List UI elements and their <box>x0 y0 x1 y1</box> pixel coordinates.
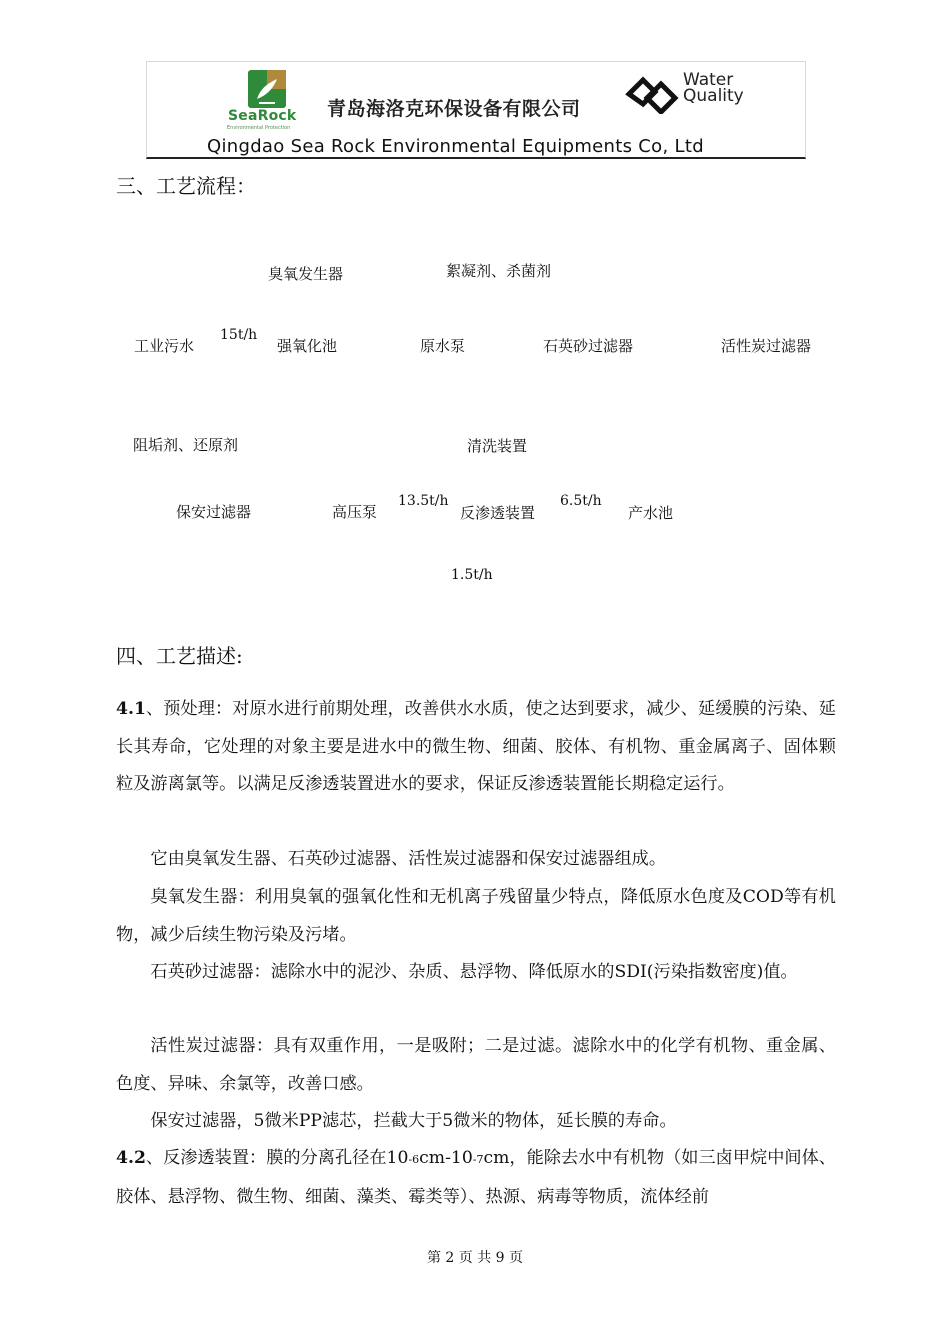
flow-rate-15: 15t/h <box>220 327 258 343</box>
flow-raw-pump: 原水泵 <box>420 337 466 355</box>
logo-name: SeaRock <box>228 108 297 124</box>
company-name-en: Qingdao Sea Rock Environmental Equipments Co, Ltd <box>207 136 704 157</box>
flow-cleaning-device: 清洗装置 <box>467 437 528 455</box>
paragraph-composition: 它由臭氧发生器、石英砂过滤器、活性炭过滤器和保安过滤器组成。 <box>150 849 667 869</box>
para-number: 4.2 <box>116 1148 146 1168</box>
flow-antiscalant: 阻垢剂、还原剂 <box>133 436 239 454</box>
flow-flocculant: 絮凝剂、杀菌剂 <box>446 262 552 280</box>
company-name-cn: 青岛海洛克环保设备有限公司 <box>327 98 581 120</box>
para-number: 4.1 <box>116 699 146 719</box>
paragraph-carbon: 活性炭过滤器：具有双重作用，一是吸附；二是过滤。滤除水中的化学有机物、重金属、色度、异味、余氯等，改善口感。 <box>116 1036 836 1094</box>
flow-product-tank: 产水池 <box>628 504 674 522</box>
paragraph-ozone: 臭氧发生器：利用臭氧的强氧化性和无机离子残留量少特点，降低原水色度及COD等有机物，减少后续生物污染及污堵。 <box>116 887 836 945</box>
page-footer: 第 2 页 共 9 页 <box>426 1250 524 1266</box>
section3-title: 三、工艺流程： <box>116 174 256 198</box>
flow-carbon-filter: 活性炭过滤器 <box>721 337 812 355</box>
wq-line2: Quality <box>683 86 744 106</box>
flow-ro-device: 反渗透装置 <box>460 504 536 522</box>
water-quality-logo-icon <box>625 74 681 114</box>
flow-ozone-generator: 臭氧发生器 <box>268 265 344 283</box>
logo-subtitle: Environmental Protection <box>227 125 291 131</box>
searock-logo-icon <box>247 69 287 109</box>
section4-title: 四、工艺描述: <box>116 644 243 668</box>
para-text: 、预处理：对原水进行前期处理，改善供水水质，使之达到要求，减少、延缓膜的污染、延长其寿命，它处理的对象主要是进水中的微生物、细菌、胶体、有机物、重金属离子、固体颗粒及游离氯等。以满足反渗透装置进水的要求，保证反渗透装置能长期稳定运行。 <box>116 699 836 794</box>
water-quality-text <box>683 72 744 104</box>
flow-high-pressure-pump: 高压泵 <box>332 503 378 521</box>
flow-rate-6-5: 6.5t/h <box>560 493 602 509</box>
flow-rate-13-5: 13.5t/h <box>398 493 449 509</box>
paragraph-4-2: 4.2、反渗透装置：膜的分离孔径在10-6cm-10-7cm，能除去水中有机物（如三卤甲烷中间体、胶体、悬浮物、微生物、细菌、藻类、霉类等）、热源、病毒等物质，流体经前 <box>116 1148 836 1207</box>
flow-industrial-wastewater: 工业污水 <box>134 337 195 355</box>
paragraph-security: 保安过滤器，5微米PP滤芯，拦截大于5微米的物体，延长膜的寿命。 <box>150 1111 677 1131</box>
paragraph-4-1 <box>116 691 836 804</box>
flow-quartz-filter: 石英砂过滤器 <box>543 337 634 355</box>
letterhead <box>146 61 806 159</box>
paragraph-quartz: 石英砂过滤器：滤除水中的泥沙、杂质、悬浮物、降低原水的SDI(污染指数密度)值。 <box>150 962 798 982</box>
flow-security-filter: 保安过滤器 <box>176 503 252 521</box>
wq-line1: Water <box>683 70 734 90</box>
flow-oxidation-tank: 强氧化池 <box>277 337 338 355</box>
flow-rate-1-5: 1.5t/h <box>451 567 493 583</box>
